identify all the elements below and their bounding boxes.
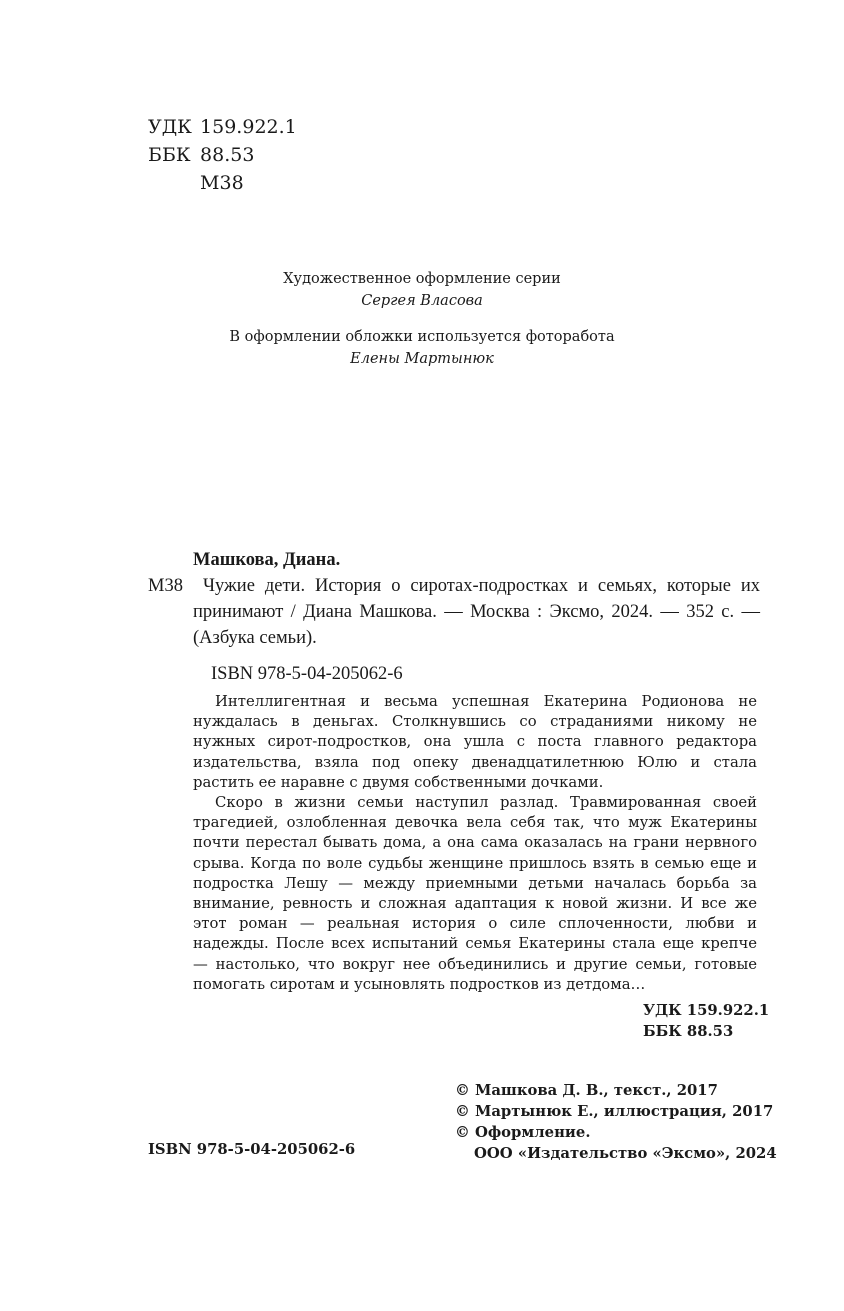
copyright-line: © Мартынюк Е., иллюстрация, 2017 (455, 1103, 774, 1120)
udk-row (148, 113, 297, 141)
series-design-name: Сергея Власова (361, 293, 483, 309)
annotation (193, 692, 757, 995)
copyright-line: ООО «Издательство «Эксмо», 2024 (474, 1145, 777, 1162)
cover-photo-credit (150, 326, 694, 370)
classification-codes (148, 113, 297, 197)
footer-isbn: ISBN 978-5-04-205062-6 (148, 1141, 356, 1158)
footer-classification-codes (643, 1000, 769, 1042)
record-description: Чужие дети. История о сиротах-подростках и семьях, которые их принимают / Диана Машкова. — Москва : Эксмо, 2024. — 352 с. — (Азбука семьи). (193, 576, 760, 648)
record-entry (148, 573, 760, 651)
copyright-block (455, 1080, 777, 1164)
series-design-label: Художественное оформление серии (283, 271, 561, 287)
author-mark: М38 (200, 172, 244, 194)
cover-photo-name: Елены Мартынюк (350, 351, 494, 367)
record-mark: М38 (148, 576, 183, 596)
record-author: Машкова, Диана. (193, 550, 341, 570)
footer-bbk: ББК 88.53 (643, 1023, 734, 1040)
series-design-credit (150, 268, 694, 312)
footer-udk: УДК 159.922.1 (643, 1002, 770, 1019)
bbk-row (148, 141, 297, 169)
record-isbn: ISBN 978-5-04-205062-6 (211, 664, 403, 684)
udk-label: УДК (148, 116, 192, 138)
udk-value: 159.922.1 (200, 116, 297, 138)
copyright-line: © Машкова Д. В., текст., 2017 (455, 1082, 718, 1099)
bbk-value: 88.53 (200, 144, 255, 166)
annotation-paragraph: Скоро в жизни семьи наступил разлад. Травмированная своей трагедией, озлобленная девочка вела себя так, что муж Екатерины почти перестал бывать дома, а она сама оказалась на грани нервного срыва. Когда по воле судьбы женщине пришлось взять в семью еще и подростка Лешу — между приемными детьми началась борьба за внимание, ревность и сложная адаптация к новой жизни. И все же этот роман — реальная история о силе сплоченности, любви и надежды. После всех испытаний семья Екатерины стала еще крепче — настолько, что вокруг нее объединились и другие семьи, готовые помогать сиротам и усыновлять подростков из детдома… (193, 794, 757, 993)
cover-photo-label: В оформлении обложки используется фоторабота (229, 329, 615, 345)
author-mark-row (148, 169, 297, 197)
bbk-label: ББК (148, 144, 191, 166)
annotation-paragraph: Интеллигентная и весьма успешная Екатерина Родионова не нуждалась в деньгах. Столкнувшись со страданиями никому не нужных сирот-подростков, она ушла с поста главного редактора издательства, взяла под опеку двенадцатилетнюю Юлю и стала растить ее наравне с двумя собственными дочками. (193, 693, 757, 791)
bibliographic-record (148, 547, 760, 687)
copyright-line: © Оформление. (455, 1124, 591, 1141)
